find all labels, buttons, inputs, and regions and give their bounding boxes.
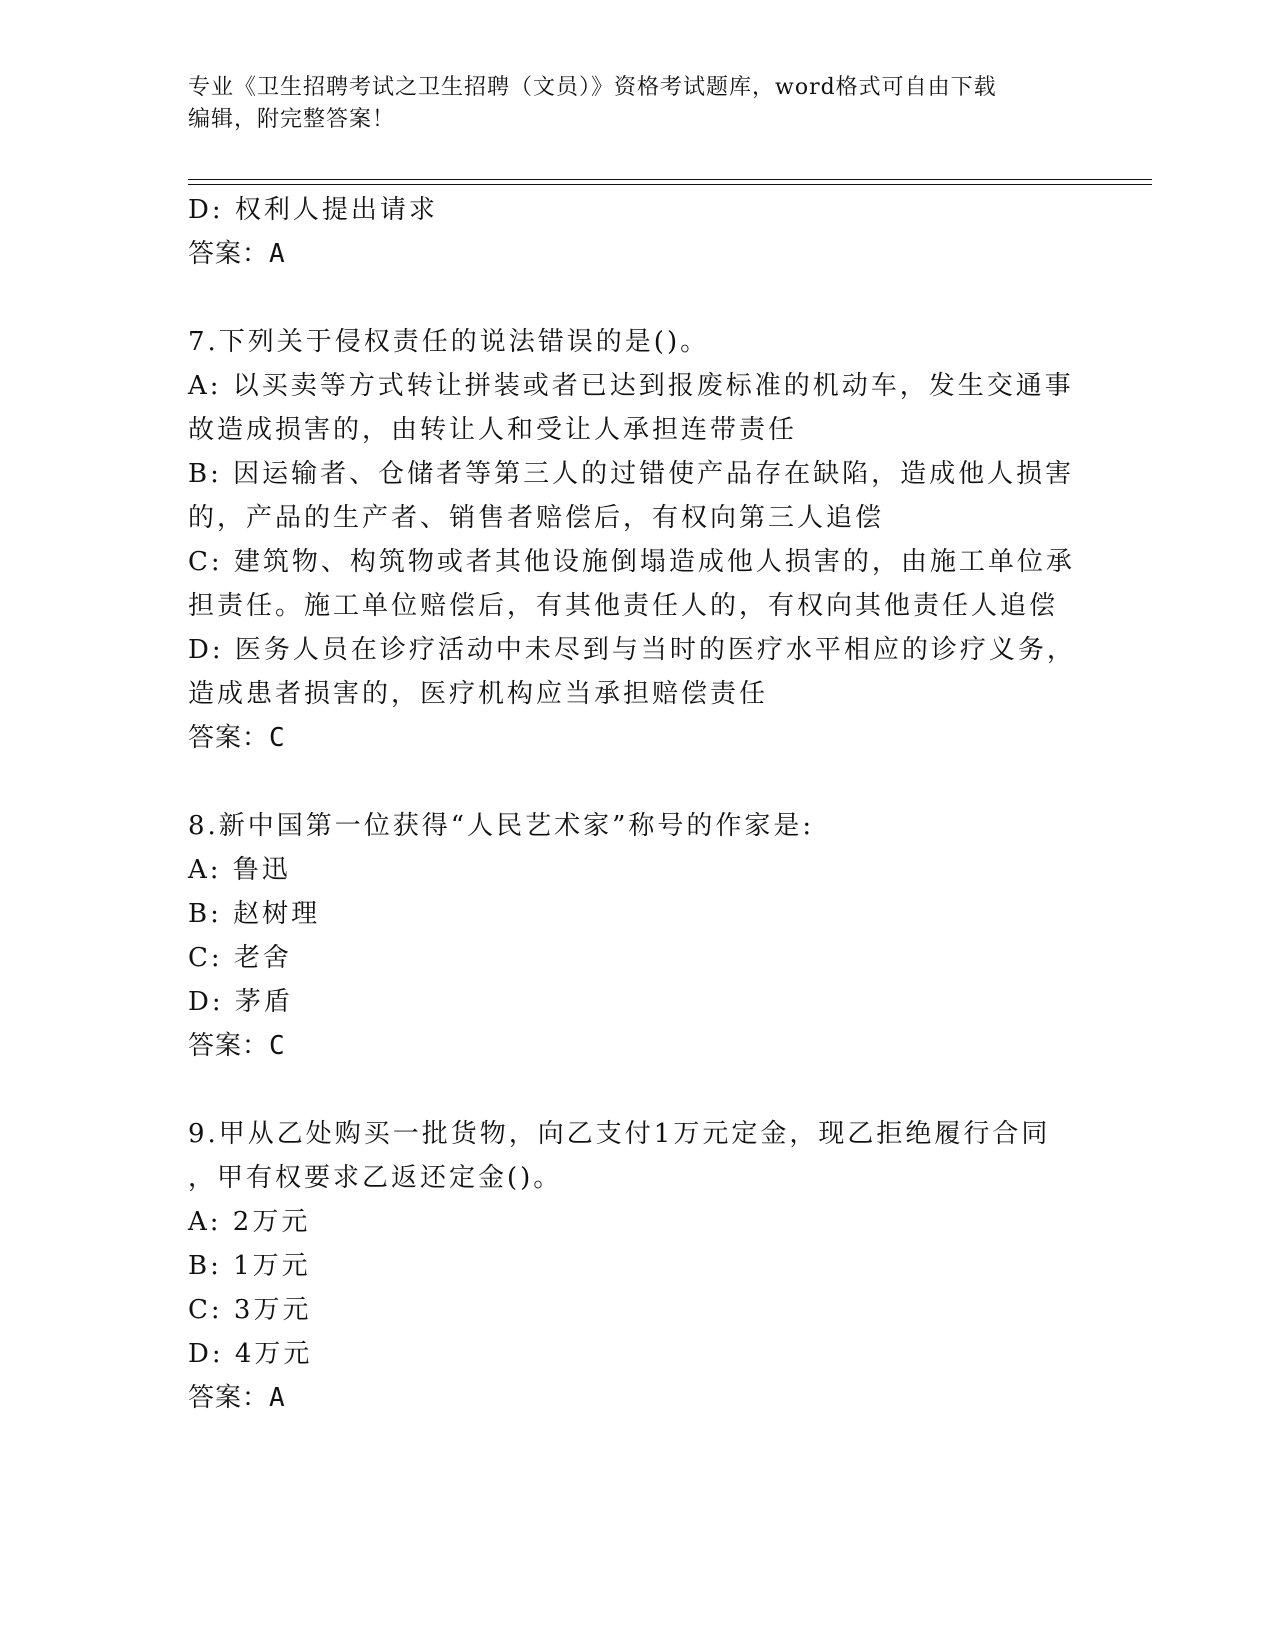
q8-option-d: D: 茅盾 xyxy=(188,987,293,1017)
answer-label: 答案： xyxy=(188,1383,270,1413)
q9-option-d: D: 4万元 xyxy=(188,1339,313,1369)
q8-stem: 8.新中国第一位获得“人民艺术家”称号的作家是: xyxy=(188,811,815,841)
q6-option-d: D: 权利人提出请求 xyxy=(188,195,438,225)
q8-answer xyxy=(188,1028,1188,1064)
q7-option-a-line-1: A: 以买卖等方式转让拼装或者已达到报废标准的机动车，发生交通事 xyxy=(188,371,1074,401)
q8-option-a: A: 鲁迅 xyxy=(188,855,291,885)
answer-value: C xyxy=(269,1031,286,1061)
answer-label: 答案： xyxy=(188,1031,270,1061)
header-line-1: 专业《卫生招聘考试之卫生招聘（文员）》资格考试题库，word格式可自由下载 xyxy=(188,75,997,100)
q7-option-c-line-1: C: 建筑物、构筑物或者其他设施倒塌造成他人损害的，由施工单位承 xyxy=(188,547,1075,577)
q7-option-b-line-1: B: 因运输者、仓储者等第三人的过错使产品存在缺陷，造成他人损害 xyxy=(188,459,1075,489)
header-line-2: 编辑，附完整答案！ xyxy=(188,107,396,132)
q7-option-a-line-2: 故造成损害的，由转让人和受让人承担连带责任 xyxy=(188,415,798,445)
q8-option-c: C: 老舍 xyxy=(188,943,292,973)
header-divider-top xyxy=(188,179,1152,180)
document-header xyxy=(188,72,1068,136)
q7-stem: 7.下列关于侵权责任的说法错误的是()。 xyxy=(188,327,710,357)
q7-option-b-line-2: 的，产品的生产者、销售者赔偿后，有权向第三人追偿 xyxy=(188,503,885,533)
q9-option-b: B: 1万元 xyxy=(188,1251,311,1281)
q6-answer xyxy=(188,236,1188,272)
answer-value: C xyxy=(269,723,286,753)
header-divider-bottom xyxy=(188,184,1152,185)
answer-label: 答案： xyxy=(188,723,270,753)
q9-option-a: A: 2万元 xyxy=(188,1207,311,1237)
q8-option-b: B: 赵树理 xyxy=(188,899,321,929)
q9-stem-line-1: 9.甲从乙处购买一批货物，向乙支付1万元定金，现乙拒绝履行合同 xyxy=(188,1119,1051,1149)
q7-answer xyxy=(188,720,1188,756)
answer-value: A xyxy=(269,239,286,269)
answer-value: A xyxy=(269,1383,286,1413)
q7-option-d-line-1: D: 医务人员在诊疗活动中未尽到与当时的医疗水平相应的诊疗义务， xyxy=(188,635,1076,665)
q9-option-c: C: 3万元 xyxy=(188,1295,312,1325)
q7-option-c-line-2: 担责任。施工单位赔偿后，有其他责任人的，有权向其他责任人追偿 xyxy=(188,591,1059,621)
q9-stem-line-2: ，甲有权要求乙返还定金()。 xyxy=(188,1163,563,1193)
q7-option-d-line-2: 造成患者损害的，医疗机构应当承担赔偿责任 xyxy=(188,679,769,709)
q9-answer xyxy=(188,1380,1188,1416)
answer-label: 答案： xyxy=(188,239,270,269)
